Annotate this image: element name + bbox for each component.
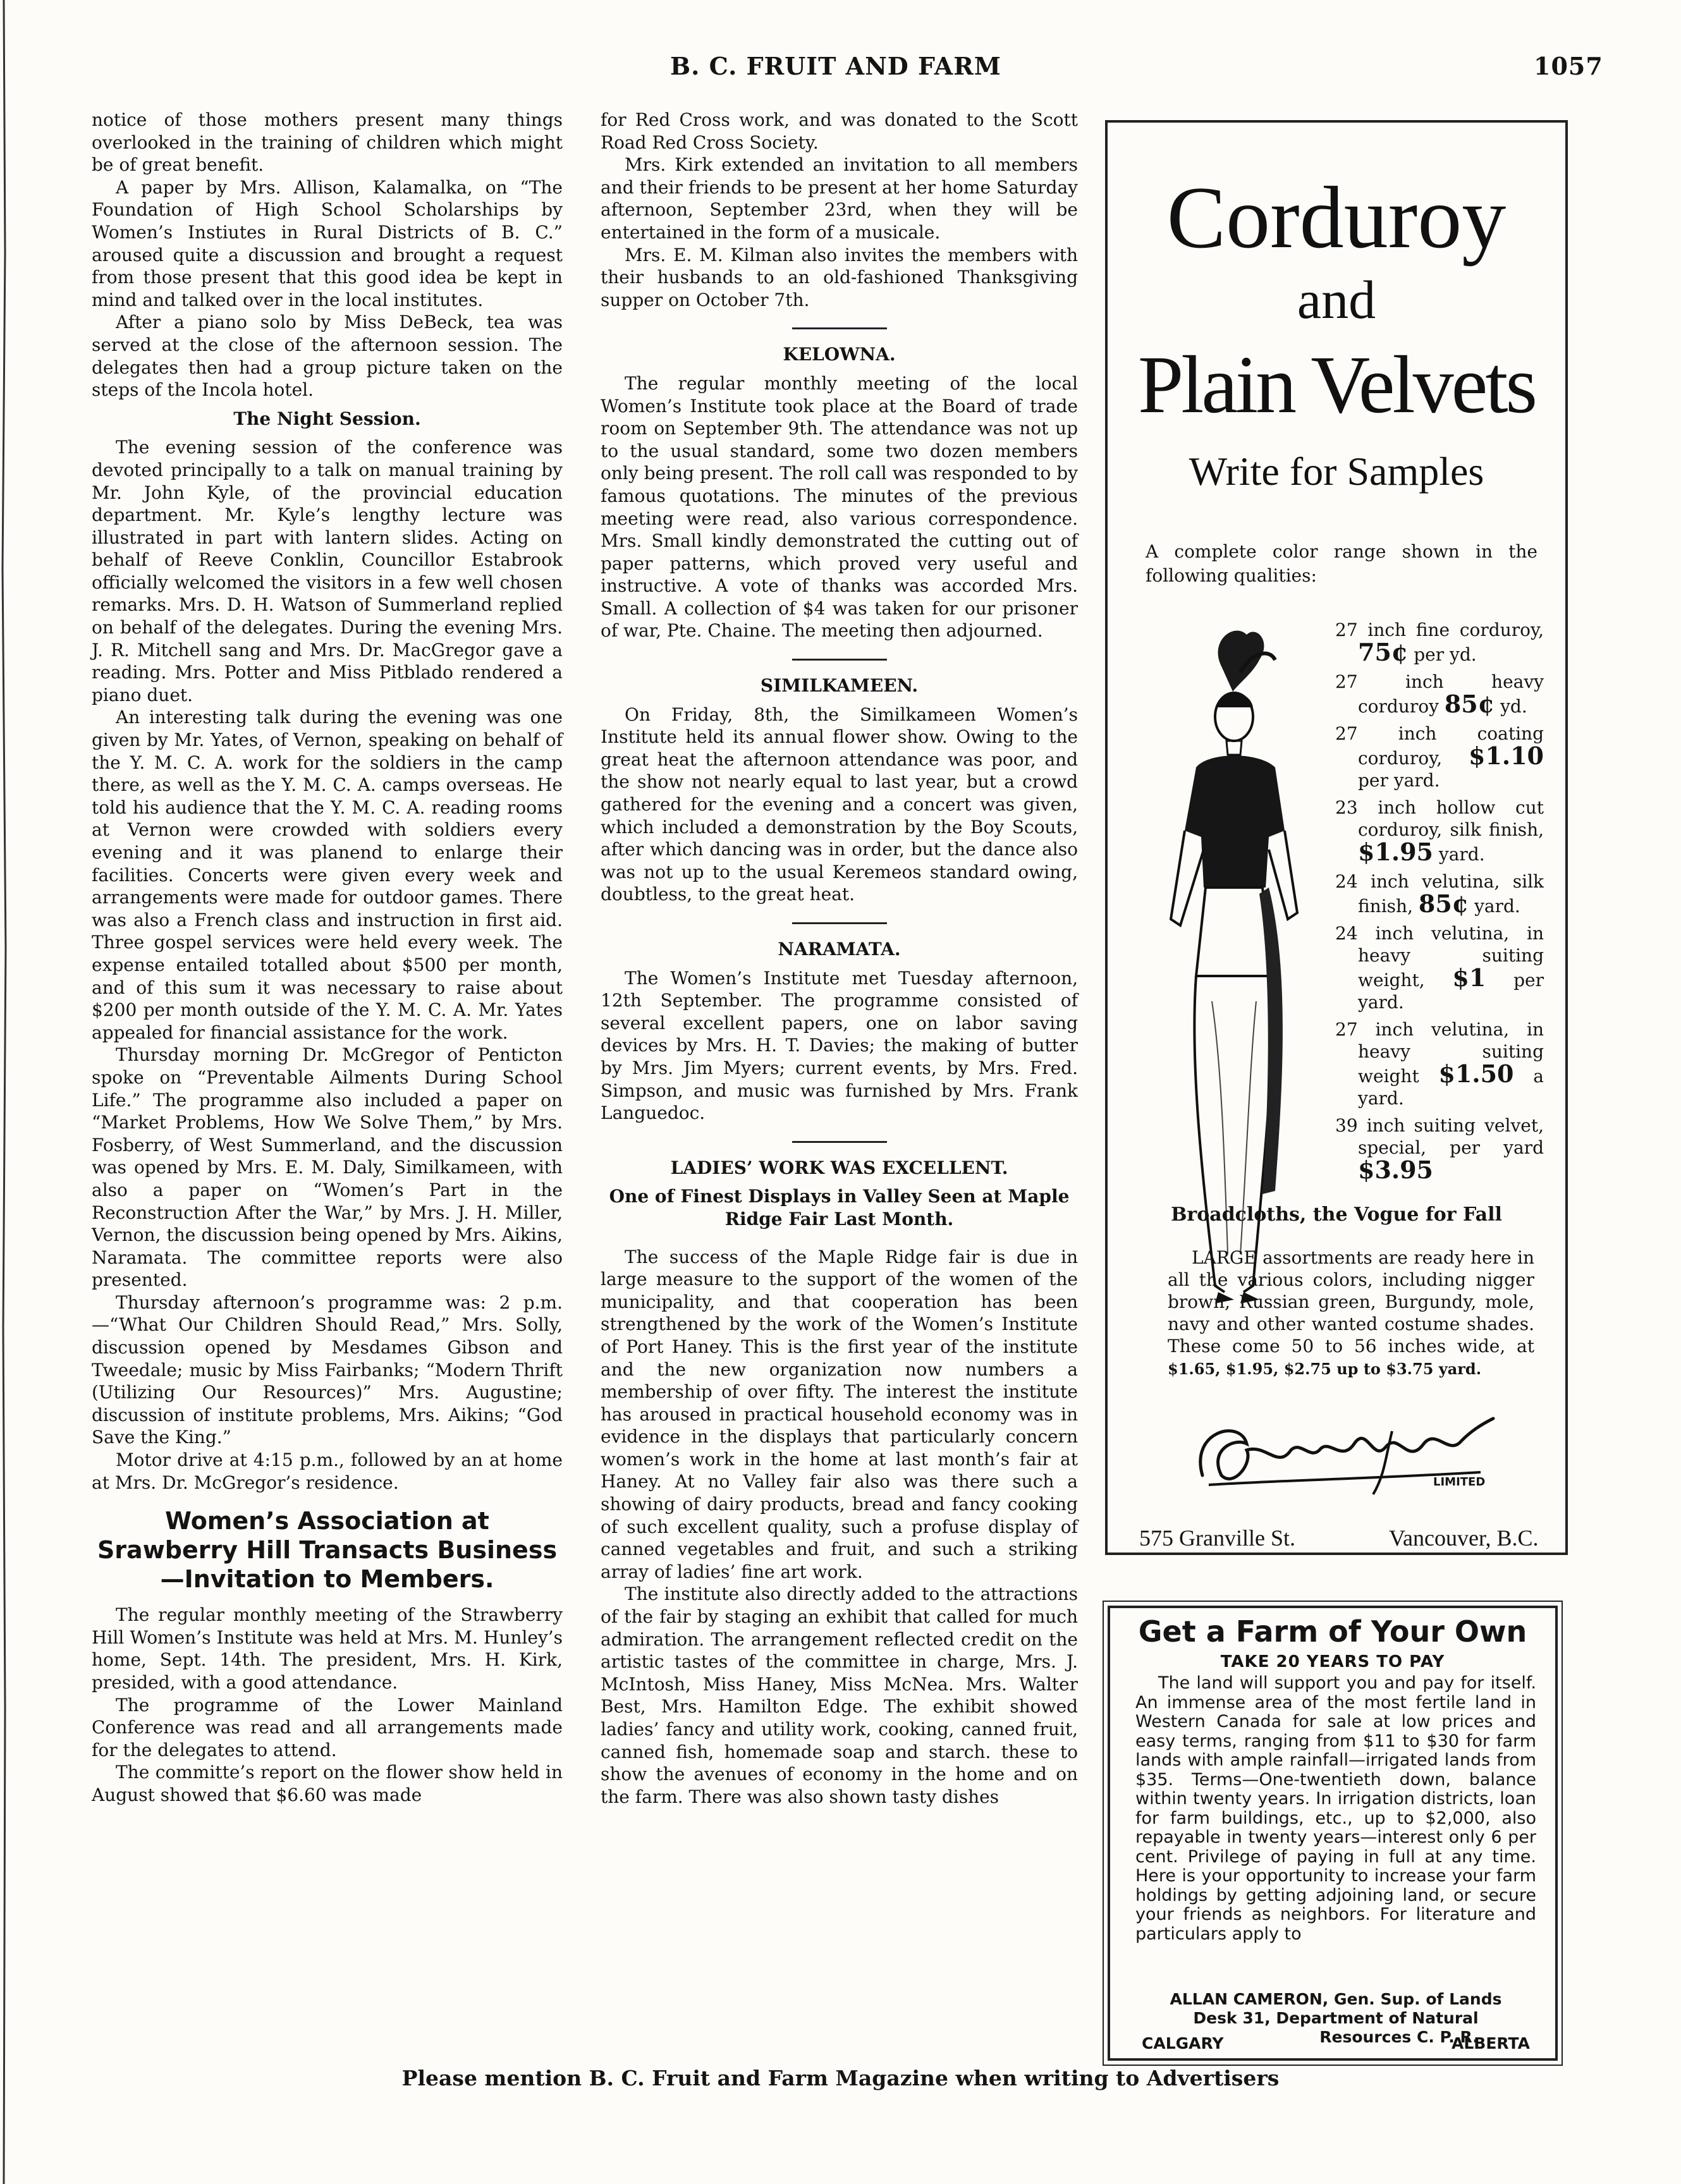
paragraph: The Women’s Institute met Tuesday afternoon, 12th September. The programme consisted of several excellent papers, one on labor saving devices by Mrs. H. T. Davies; the making of butter by Mrs. Jim Myers; current events, by Mrs. Fred. Simpson, and music was furnished by Mrs. Frank Languedoc. (601, 967, 1078, 1124)
fabric-quality-list (1335, 619, 1544, 1188)
section-heading-kelowna: KELOWNA. (783, 344, 896, 365)
running-title: B. C. FRUIT AND FARM (670, 52, 1001, 80)
quality-item: 27 inch heavy corduroy 85¢ yd. (1335, 671, 1544, 718)
store-address: 575 Granville St. (1139, 1525, 1295, 1551)
ad-call-to-action: Write for Samples (1189, 449, 1484, 494)
ad-title-plain-velvets: Plain Velvets (1137, 339, 1536, 430)
cpr-farm-land-advertisement (1108, 1606, 1558, 2061)
price: $3.95 (1358, 1156, 1433, 1184)
farm-ad-subheading: TAKE 20 YEARS TO PAY (1220, 1652, 1445, 1671)
farm-ad-heading: Get a Farm of Your Own (1138, 1614, 1527, 1649)
article-headline-strawberry-hill: Women’s Association at Srawberry Hill Transacts Business—Invitation to Members. (97, 1507, 558, 1594)
divider (792, 1141, 887, 1143)
page-footer: Please mention B. C. Fruit and Farm Magazine when writing to Advertisers (401, 2066, 1280, 2090)
quality-item: 23 inch hollow cut corduroy, silk finish, $1.95 yard. (1335, 797, 1544, 866)
ad-title-corduroy: Corduroy (1166, 169, 1507, 267)
quality-item: 27 inch velutina, in heavy suiting weight $1.50 a yard. (1335, 1019, 1544, 1109)
price: $1.10 (1469, 741, 1544, 770)
price: $1.95 (1358, 838, 1433, 866)
corduroy-velvet-advertisement (1105, 120, 1568, 1555)
paragraph: Motor drive at 4:15 p.m., followed by an at home at Mrs. Dr. McGregor’s residence. (92, 1449, 563, 1493)
broadcloth-prices: $1.65, $1.95, $2.75 up to $3.75 yard. (1168, 1360, 1482, 1378)
article-column-1 (92, 109, 563, 1807)
divider (792, 922, 887, 924)
paragraph: The success of the Maple Ridge fair is due in large measure to the support of the women of the municipality, and that cooperation has been strengthened by the work of the Women’s Institute of Port Haney. This is the first year of the institute and the new organization now numbers a membership of over fifty. The interest the institute has aroused in practical household economy was in evidence in the displays that particularly concern women’s work in the home at last month’s fair at Haney. At no Valley fair also was there such a showing of dairy products, bread and fancy cooking of such excellent quality, such a profuse display of canned vegetables and fruit, and such a striking array of ladies’ fine art work. (601, 1246, 1078, 1582)
paragraph: An interesting talk during the evening was one given by Mr. Yates, of Vernon, speaking on behalf of the Y. M. C. A. work for the soldiers in the camp there, as well as the Y. M. C. A. camps overseas. He told his audience that the Y. M. C. A. reading rooms at Vernon were crowded with soldiers every evening and it was planend to enlarge their facilities. Concerts were given every week and arrangements were made for outdoor games. There was also a French class and instruction in first aid. Three gospel services were held every week. The expense entailed totalled about $500 per month, and of this sum it was necessary to raise about $200 per month outside of the Y. M. C. A. Mr. Yates appealed for financial assistance for the work. (92, 707, 563, 1043)
paragraph: After a piano solo by Miss DeBeck, tea was served at the close of the afternoon session. The delegates then had a group picture taken on the steps of the Incola hotel. (92, 312, 563, 401)
paragraph: for Red Cross work, and was donated to the Scott Road Red Cross Society. (601, 109, 1078, 153)
quality-item: 27 inch fine corduroy, 75¢ per yd. (1335, 619, 1544, 666)
quality-item: 39 inch suiting velvet, special, per yard $3.95 (1335, 1115, 1544, 1184)
article-headline-ladies-work: LADIES’ WORK WAS EXCELLENT. (670, 1157, 1008, 1178)
page-number: 1057 (1534, 52, 1603, 80)
farm-ad-contact: ALLAN CAMERON, Gen. Sup. of Lands Desk 31, Department of Natural Resources C. P. R. (1170, 1990, 1502, 2046)
fashion-illustration-woman-icon (1146, 622, 1323, 1355)
broadcloth-description: LARGE assortments are ready here in all the various colors, including nigger brown, Russian green, Burgundy, mole, navy and other wanted costume shades. These come 50 to 56 inches wide, at $1.65, $1.95, $2.75 up to $3.75 yard. (1168, 1247, 1534, 1378)
paragraph: The evening session of the conference was devoted principally to a talk on manual training by Mr. John Kyle, of the provincial education department. Mr. Kyle’s lengthy lecture was illustrated in part with lantern slides. Acting on behalf of Reeve Conklin, Councillor Estabrook officially welcomed the visitors in a few well chosen remarks. Mrs. D. H. Watson of Summerland replied on behalf of the delegates. During the evening Mrs. J. R. Mitchell sang and Mrs. Dr. MacGregor gave a reading. Mrs. Potter and Miss Pitblado rendered a piano duet. (92, 437, 563, 705)
price: 85¢ (1444, 690, 1495, 718)
ad-intro-text: A complete color range shown in the following qualities: (1146, 541, 1537, 586)
section-heading-similkameen: SIMILKAMEEN. (760, 675, 919, 697)
paragraph: The committe’s report on the flower show held in August showed that $6.60 was made (92, 1762, 563, 1805)
article-column-2 (601, 109, 1078, 1808)
ad-title-and: and (1297, 269, 1376, 330)
broadcloth-heading: Broadcloths, the Vogue for Fall (1171, 1204, 1502, 1226)
price: $1 (1452, 963, 1486, 992)
section-heading-naramata: NARAMATA. (778, 939, 901, 960)
signature-suffix: LIMITED (1433, 1475, 1486, 1489)
paragraph: The regular monthly meeting of the local Women’s Institute took place at the Board of trade room on September 9th. The attendance was not up to the usual standard, some two dozen members only being present. The roll call was responded to by famous quotations. The minutes of the previous meeting were read, also various correspondence. Mrs. Small kindly demonstrated the cutting out of paper patterns, which proved very useful and instructive. A vote of thanks was accorded Mrs. Small. A collection of $4 was taken for our prisoner of war, Pte. Chaine. The meeting then adjourned. (601, 372, 1078, 642)
paragraph: On Friday, 8th, the Similkameen Women’s Institute held its annual flower show. Owing to the great heat the afternoon attendance was poor, and the show not nearly equal to last year, but a crowd gathered for the evening and a concert was given, which included a demonstration by the Boy Scouts, after which dancing was in order, but the dance also was not up to the usual Keremeos standard owing, doubtless, to the great heat. (601, 704, 1078, 905)
price: 75¢ (1358, 638, 1409, 666)
paragraph: Mrs. E. M. Kilman also invites the members with their husbands to an old-fashioned Thanksgiving supper on October 7th. (601, 244, 1078, 310)
quality-item: 24 inch velutina, in heavy suiting weight, $1 per yard. (1335, 923, 1544, 1013)
paragraph: The institute also directly added to the attractions of the fair by staging an exhibit that called for much admiration. The arrangement reflected credit on the artistic tastes of the committee in charge, Mrs. J. McIntosh, Miss Haney, Miss McNea. Mrs. Walter Best, Mrs. Hamilton Edge. The exhibit showed ladies’ fancy and utility work, cooking, canned fruit, canned fish, homemade soap and starch. these to show the avenues of economy in the home and on the farm. There was also shown tasty dishes (601, 1583, 1078, 1807)
farm-ad-province: ALBERTA (1452, 2034, 1530, 2053)
paragraph: The programme of the Lower Mainland Conference was read and all arrangements made for the delegates to attend. (92, 1694, 563, 1760)
divider (792, 327, 887, 329)
quality-item: 27 inch coating corduroy, $1.10 per yard. (1335, 723, 1544, 791)
paragraph: notice of those mothers present many things overlooked in the training of children which might be of great benefit. (92, 109, 563, 176)
paragraph: Thursday afternoon’s programme was: 2 p.m.—“What Our Children Should Read,” Mrs. Solly, discussion opened by Mesdames Gibson and Tweedale; music by Miss Fairbanks; “Modern Thrift (Utilizing Our Resources)” Mrs. Augustine; discussion of institute problems, Mrs. Aikins; “God Save the King.” (92, 1291, 563, 1448)
paragraph: A paper by Mrs. Allison, Kalamalka, on “The Foundation of High School Scholarships by Women’s Instiutes in Rural Districts of B. C.” aroused quite a discussion and brought a request from those present that this good idea be kept in mind and talked over in the local institutes. (92, 176, 563, 310)
paragraph: Mrs. Kirk extended an invitation to all members and their friends to be present at her home Saturday afternoon, September 23rd, when they will be entertained in the form of a musicale. (601, 154, 1078, 243)
paragraph: The regular monthly meeting of the Strawberry Hill Women’s Institute was held at Mrs. M. Hunley’s home, Sept. 14th. The president, Mrs. H. Kirk, presided, with a good attendance. (92, 1604, 563, 1693)
farm-ad-body: The land will support you and pay for itself. An immense area of the most fertile land in Western Canada for sale at low prices and easy terms, ranging from $11 to $30 for farm lands with ample rainfall—irrigated lands from $35. Terms—One-twentieth down, balance within twenty years. In irrigation districts, loan for farm buildings, etc., up to $2,000, also repayable in twenty years—interest only 6 per cent. Privilege of paying in full at any time. Here is your opportunity to increase your farm holdings by getting adjoining land, or secure your friends as neighbors. For literature and particulars apply to (1135, 1673, 1536, 1944)
paragraph: Thursday morning Dr. McGregor of Penticton spoke on “Preventable Ailments During School Life.” The programme also included a paper on “Market Problems, How We Solve Them,” by Mrs. Fosberry, of West Summerland, and the discussion was opened by Mrs. E. M. Daly, Similkameen, with also a paper on “Women’s Part in the Reconstruction After the War,” by Mrs. J. H. Miller, Vernon, the discussion being opened by Mrs. Aikins, Naramata. The committee reports were also presented. (92, 1044, 563, 1291)
section-heading-night-session: The Night Session. (233, 408, 421, 429)
scan-gutter-edge (0, 0, 13, 2184)
quality-item: 24 inch velutina, silk finish, 85¢ yard. (1335, 871, 1544, 918)
article-subheadline: One of Finest Displays in Valley Seen at Maple Ridge Fair Last Month. (609, 1186, 1070, 1229)
divider (792, 659, 887, 661)
price: 85¢ (1418, 889, 1469, 918)
store-city: Vancouver, B.C. (1389, 1525, 1539, 1551)
farm-ad-city: CALGARY (1142, 2034, 1224, 2053)
price: $1.50 (1438, 1059, 1514, 1088)
